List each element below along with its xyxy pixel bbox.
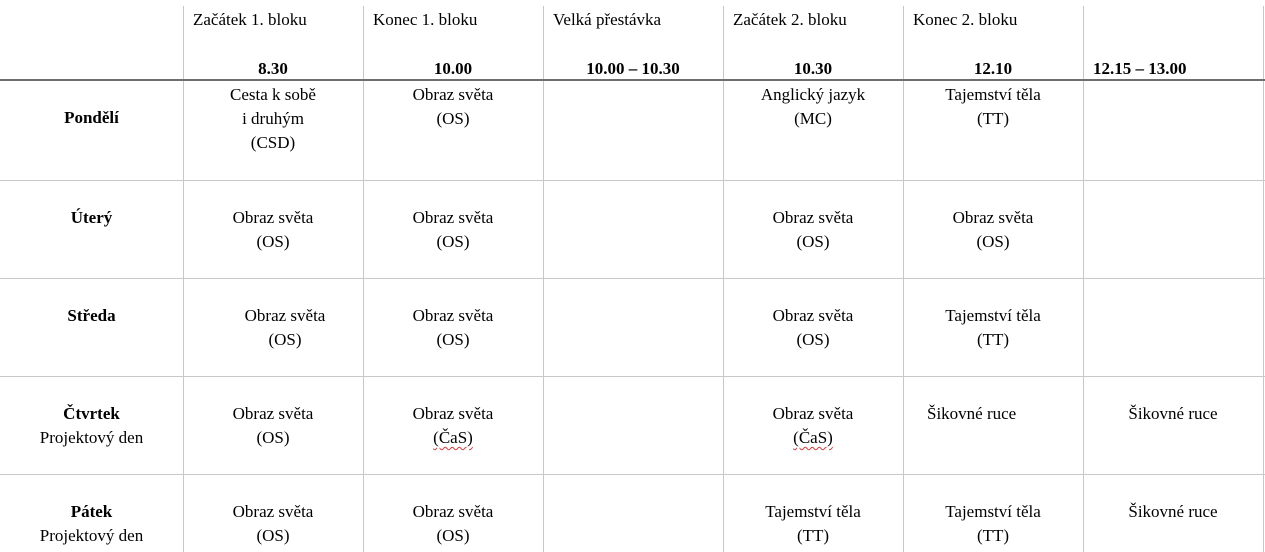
subject-cell — [723, 402, 903, 450]
subject-name: Obraz světa — [244, 306, 326, 325]
subject-cell — [363, 206, 543, 254]
column-header-time: 12.10 — [973, 59, 1013, 78]
subject-code: (ČaS) — [433, 428, 473, 447]
subject-cell — [903, 206, 1083, 254]
day-label — [0, 304, 183, 328]
subject-name: Obraz světa — [772, 306, 854, 325]
subject-name: Obraz světa — [232, 502, 314, 521]
column-header-name: Začátek 2. bloku — [733, 10, 847, 29]
subject-cell — [723, 304, 903, 352]
subject-cell — [723, 500, 903, 548]
subject-cell — [183, 83, 363, 155]
day-subtitle: Projektový den — [39, 428, 144, 447]
subject-cell — [1083, 500, 1263, 524]
grid-row-divider — [0, 376, 1265, 377]
subject-name: Obraz světa — [412, 502, 494, 521]
subject-code: i druhým — [242, 109, 304, 128]
subject-cell — [723, 206, 903, 254]
subject-name: Šikovné ruce — [1128, 502, 1218, 521]
day-label — [0, 500, 183, 548]
day-name: Čtvrtek — [63, 404, 120, 423]
subject-name: Obraz světa — [772, 404, 854, 423]
day-name: Středa — [67, 306, 116, 325]
grid-column-divider — [1083, 6, 1084, 552]
subject-cell — [183, 206, 363, 254]
subject-code: (TT) — [976, 109, 1010, 128]
column-header-name: Velká přestávka — [553, 10, 662, 29]
subject-cell — [363, 402, 543, 450]
subject-name: Šikovné ruce — [1128, 404, 1218, 423]
subject-name: Obraz světa — [412, 306, 494, 325]
subject-code: (OS) — [256, 526, 290, 545]
subject-cell — [363, 304, 543, 352]
day-label — [0, 402, 183, 450]
grid-row-divider — [0, 180, 1265, 181]
subject-cell — [363, 500, 543, 548]
subject-code: (CSD) — [250, 133, 296, 152]
subject-name: Obraz světa — [232, 404, 314, 423]
grid-row-divider — [0, 278, 1265, 279]
day-name: Pátek — [70, 502, 113, 521]
subject-code: (TT) — [796, 526, 830, 545]
subject-cell — [195, 304, 375, 352]
column-header-time: 8.30 — [258, 59, 288, 78]
subject-cell — [903, 83, 1083, 131]
subject-name: Tajemství těla — [765, 502, 861, 521]
subject-code: (OS) — [436, 232, 470, 251]
subject-name: Cesta k sobě — [230, 85, 316, 104]
column-header-time: 10.00 – 10.30 — [586, 59, 680, 78]
subject-name: Obraz světa — [412, 85, 494, 104]
subject-code: (OS) — [436, 330, 470, 349]
subject-cell — [723, 83, 903, 131]
subject-name: Obraz světa — [412, 404, 494, 423]
column-header-time: 10.30 — [793, 59, 833, 78]
day-name: Pondělí — [64, 108, 119, 127]
subject-name: Obraz světa — [772, 208, 854, 227]
column-header-name: Konec 2. bloku — [913, 10, 1018, 29]
subject-cell — [363, 83, 543, 131]
subject-code: (OS) — [796, 330, 830, 349]
subject-code: (OS) — [436, 526, 470, 545]
subject-name: Tajemství těla — [945, 502, 1041, 521]
subject-cell — [1083, 402, 1263, 426]
grid-column-divider — [1263, 6, 1264, 552]
column-header-name: Konec 1. bloku — [373, 10, 478, 29]
subject-code: (TT) — [976, 330, 1010, 349]
subject-cell — [183, 402, 363, 450]
subject-name: Tajemství těla — [945, 85, 1041, 104]
subject-code: (OS) — [796, 232, 830, 251]
day-label — [0, 106, 183, 130]
subject-name: Obraz světa — [232, 208, 314, 227]
subject-name: Obraz světa — [952, 208, 1034, 227]
subject-code: (ČaS) — [793, 428, 833, 447]
subject-code: (OS) — [268, 330, 302, 349]
subject-cell — [903, 304, 1083, 352]
subject-code: (OS) — [976, 232, 1010, 251]
subject-code: (OS) — [436, 109, 470, 128]
grid-row-divider — [0, 474, 1265, 475]
subject-name: Anglický jazyk — [760, 85, 866, 104]
subject-name: Šikovné ruce — [927, 404, 1017, 423]
column-header-time: 10.00 — [433, 59, 473, 78]
subject-name: Tajemství těla — [945, 306, 1041, 325]
subject-code: (TT) — [976, 526, 1010, 545]
subject-code: (OS) — [256, 232, 290, 251]
day-name: Úterý — [70, 208, 113, 227]
subject-cell — [903, 402, 1083, 426]
subject-code: (OS) — [256, 428, 290, 447]
day-subtitle: Projektový den — [39, 526, 144, 545]
subject-name: Obraz světa — [412, 208, 494, 227]
subject-code: (MC) — [794, 109, 832, 128]
subject-cell — [183, 500, 363, 548]
day-label — [0, 206, 183, 230]
column-header-name: Začátek 1. bloku — [193, 10, 307, 29]
grid-column-divider — [543, 6, 544, 552]
subject-cell — [903, 500, 1083, 548]
column-header-time: 12.15 – 13.00 — [1093, 59, 1187, 78]
